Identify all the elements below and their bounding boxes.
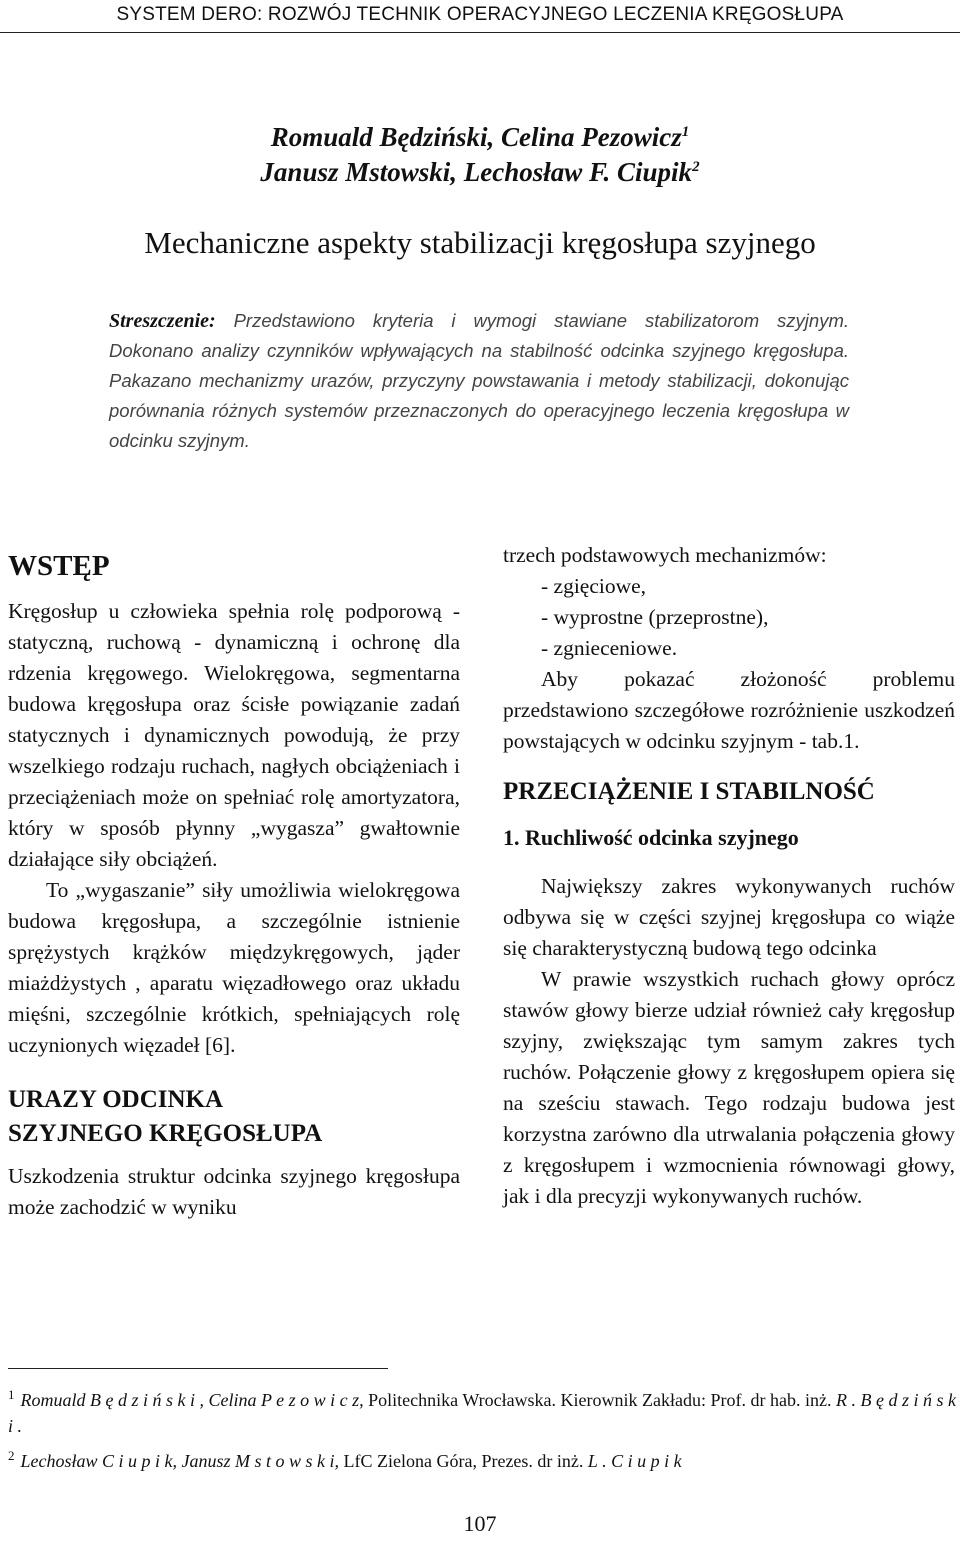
footnote-divider (8, 1368, 388, 1369)
footnote-2 (8, 1443, 956, 1474)
heading-intro: WSTĘP (8, 550, 110, 582)
footnote-2-text: LfC Zielona Góra, Prezes. dr inż. (339, 1451, 584, 1471)
running-head: SYSTEM DERO: ROZWÓJ TECHNIK OPERACYJNEGO LECZENIA KRĘGOSŁUPA (0, 0, 960, 33)
heading-cervical-mobility: 1. Ruchliwość odcinka szyjnego (503, 825, 799, 850)
page-number: 107 (463, 1511, 497, 1536)
injuries-paragraph: Uszkodzenia struktur odcinka szyjnego kręgosłupa może zachodzić w wyniku (8, 1164, 460, 1219)
authors-names-1: Romuald Będziński, Celina Pezowicz (270, 122, 682, 152)
table-reference-paragraph: Aby pokazać złożoność problemu przedstawiono szczegółowe rozróżnienie uszkodzeń powstających w odcinku szyjnym - tab.1. (503, 667, 955, 753)
left-column (8, 540, 460, 1223)
abstract-label: Streszczenie: (109, 310, 216, 332)
footnote-2-number: 2 (8, 1448, 15, 1463)
mobility-paragraph-2: W prawie wszystkich ruchach głowy oprócz stawów głowy bierze udział również cały kręgosłup szyjny, zwiększając tym samym zakres tych ruchów. Połączenie głowy z kręgosłupem opiera się na sześciu stawach. Tego rodzaju budowa jest korzystna zarówno dla utrwalania połączenia głowy z kręgosłupem i wzmocnienia równowagi głowy, jak i dla precyzji wykonywanych ruchów. (503, 967, 955, 1208)
intro-paragraph-1: Kręgosłup u człowieka spełnia rolę podporową - statyczną, ruchową - dynamiczną i ochronę dla rdzenia kręgowego. Wielokręgowa, segmentarna budowa kręgosłupa oraz ścisłe powiązanie zadań statycznych i dynamicznych powodują, że przy wszelkiego rodzaju ruchach, nagłych obciążeniach i przeciążeniach może on spełniać rolę amortyzatora, który w sposób płynny „wygasza” gwałtownie działające siły obciążeń. (8, 599, 460, 871)
mechanism-item-1: - zgięciowe, (541, 574, 647, 598)
footnote-1-names: Romuald B ę d z i ń s k i , Celina P e z o w i c z, (20, 1390, 364, 1410)
footnote-1-number: 1 (8, 1387, 15, 1402)
mechanism-item-3: - zgnieceniowe. (541, 636, 678, 660)
authors-names-2: Janusz Mstowski, Lechosław F. Ciupik (260, 157, 693, 187)
footnote-1 (8, 1382, 956, 1439)
abstract-text: Przedstawiono kryteria i wymogi stawiane stabilizatorom szyjnym. Dokonano analizy czynników wpływających na stabilność odcinka szyjnego kręgosłupa. Pakazano mechanizmy urazów, przyczyny powstawania i metody stabilizacji, dokonując porównania różnych systemów przeznaczonych do operacyjnego leczenia kręgosłupa w odcinku szyjnym. (109, 310, 849, 451)
footnote-1-tail: R . B ę d z i ń s k i . (8, 1390, 956, 1436)
mobility-paragraph-1: Największy zakres wykonywanych ruchów odbywa się w części szyjnej kręgosłupa co wiąże się charakterystyczną budową tego odcinka (503, 874, 955, 960)
intro-paragraph-2: To „wygaszanie” siły umożliwia wielokręgowa budowa kręgosłupa, a szczególnie istnienie sprężystych krążków międzykręgowych, jąder miażdżystych , aparatu więzadłowego oraz układu mięśni, szczególnie krótkich, spełniających rolę uczynionych więzadeł [6]. (8, 878, 460, 1057)
affiliation-marker-1: 1 (681, 124, 690, 140)
affiliation-marker-2: 2 (692, 159, 700, 175)
heading-injuries-line-1: URAZY ODCINKA (8, 1086, 224, 1113)
authors-line-2 (0, 157, 960, 188)
paper-title: Mechaniczne aspekty stabilizacji kręgosłupa szyjnego (144, 225, 816, 260)
right-column (503, 540, 955, 1212)
heading-overload-stability: PRZECIĄŻENIE I STABILNOŚĆ (503, 778, 875, 805)
footnote-1-text: Politechnika Wrocławska. Kierownik Zakładu: Prof. dr hab. inż. (363, 1390, 832, 1410)
abstract (109, 306, 849, 456)
heading-injuries (8, 1083, 460, 1151)
footnotes (8, 1382, 956, 1478)
authors-line-1 (0, 122, 960, 153)
mechanisms-intro: trzech podstawowych mechanizmów: (503, 543, 827, 567)
mechanism-item-2: - wyprostne (przeprostne), (541, 605, 769, 629)
footnote-2-tail: L . C i u p i k (583, 1451, 682, 1471)
heading-injuries-line-2: SZYJNEGO KRĘGOSŁUPA (8, 1120, 323, 1147)
footnote-2-names: Lechosław C i u p i k, Janusz M s t o w s k i, (20, 1451, 339, 1471)
